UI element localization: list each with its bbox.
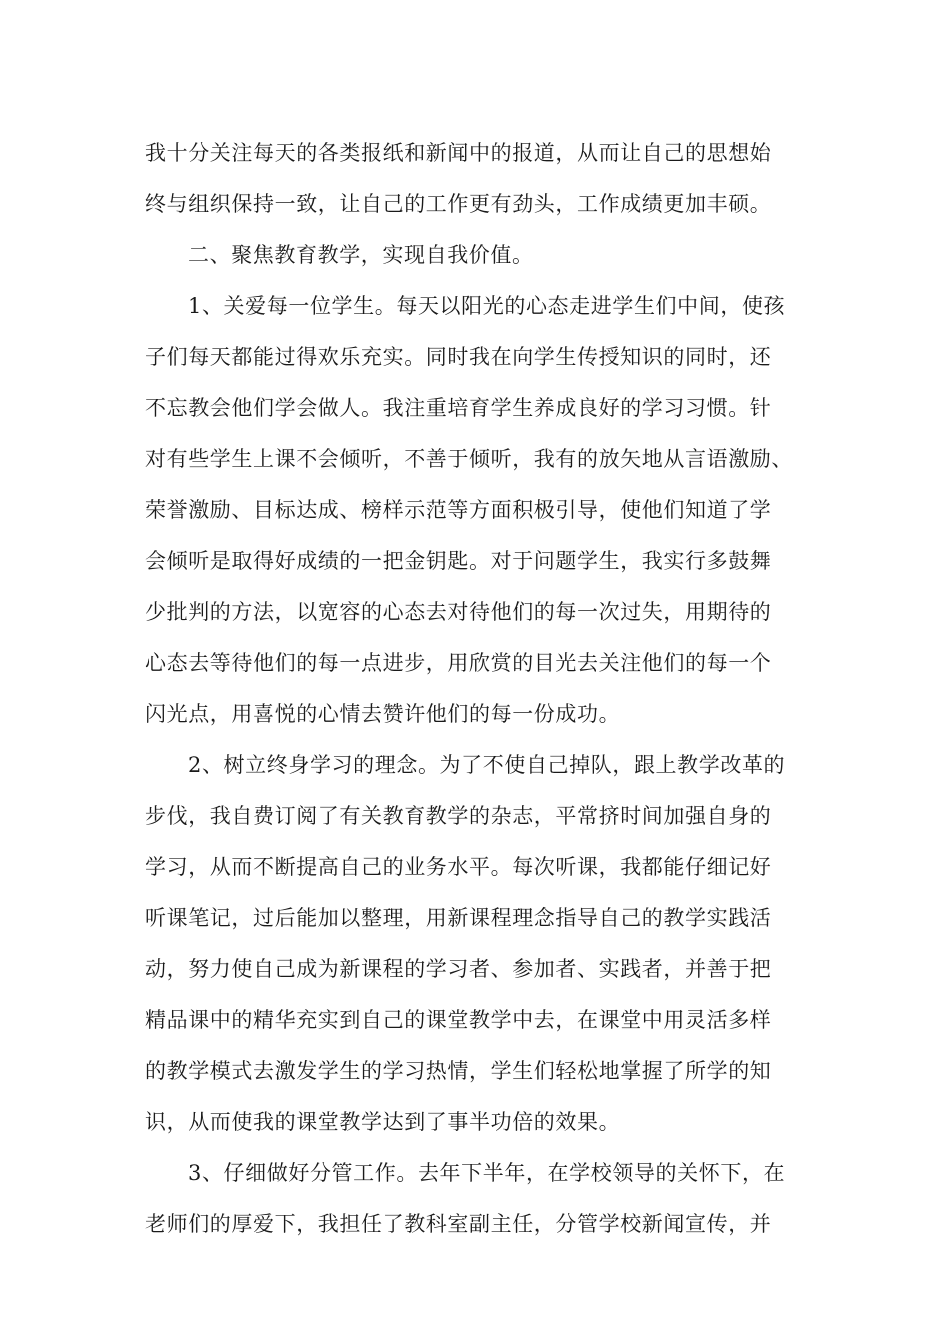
text-line: 1、关爱每一位学生。每天以阳光的心态走进学生们中间，使孩 [188, 294, 786, 318]
text-line: 2、树立终身学习的理念。为了不使自己掉队，跟上教学改革的 [188, 753, 786, 777]
text-line: 子们每天都能过得欢乐充实。同时我在向学生传授知识的同时，还 [145, 345, 772, 369]
text-line: 终与组织保持一致，让自己的工作更有劲头，工作成绩更加丰硕。 [145, 192, 772, 216]
text-line: 3、仔细做好分管工作。去年下半年，在学校领导的关怀下，在 [188, 1161, 786, 1185]
text-line: 老师们的厚爱下，我担任了教科室副主任，分管学校新闻宣传，并 [145, 1212, 772, 1236]
text-line: 精品课中的精华充实到自己的课堂教学中去，在课堂中用灵活多样 [145, 1008, 772, 1032]
text-line: 学习，从而不断提高自己的业务水平。每次听课，我都能仔细记好 [145, 855, 772, 879]
text-line: 荣誉激励、目标达成、榜样示范等方面积极引导，使他们知道了学 [145, 498, 772, 522]
text-line: 少批判的方法，以宽容的心态去对待他们的每一次过失，用期待的 [145, 600, 772, 624]
text-line: 听课笔记，过后能加以整理，用新课程理念指导自己的教学实践活 [145, 906, 772, 930]
text-line: 不忘教会他们学会做人。我注重培育学生养成良好的学习习惯。针 [145, 396, 772, 420]
section-heading: 二、聚焦教育教学，实现自我价值。 [188, 243, 534, 267]
text-line: 我十分关注每天的各类报纸和新闻中的报道，从而让自己的思想始 [145, 141, 772, 165]
text-line: 动，努力使自己成为新课程的学习者、参加者、实践者，并善于把 [145, 957, 772, 981]
text-line: 会倾听是取得好成绩的一把金钥匙。对于问题学生，我实行多鼓舞 [145, 549, 772, 573]
text-line: 识，从而使我的课堂教学达到了事半功倍的效果。 [145, 1110, 621, 1134]
text-line: 心态去等待他们的每一点进步，用欣赏的目光去关注他们的每一个 [145, 651, 772, 675]
text-line: 对有些学生上课不会倾听，不善于倾听，我有的放矢地从言语激励、 [145, 447, 793, 471]
text-line: 步伐，我自费订阅了有关教育教学的杂志，平常挤时间加强自身的 [145, 804, 772, 828]
text-line: 闪光点，用喜悦的心情去赞许他们的每一份成功。 [145, 702, 621, 726]
text-line: 的教学模式去激发学生的学习热情，学生们轻松地掌握了所学的知 [145, 1059, 772, 1083]
